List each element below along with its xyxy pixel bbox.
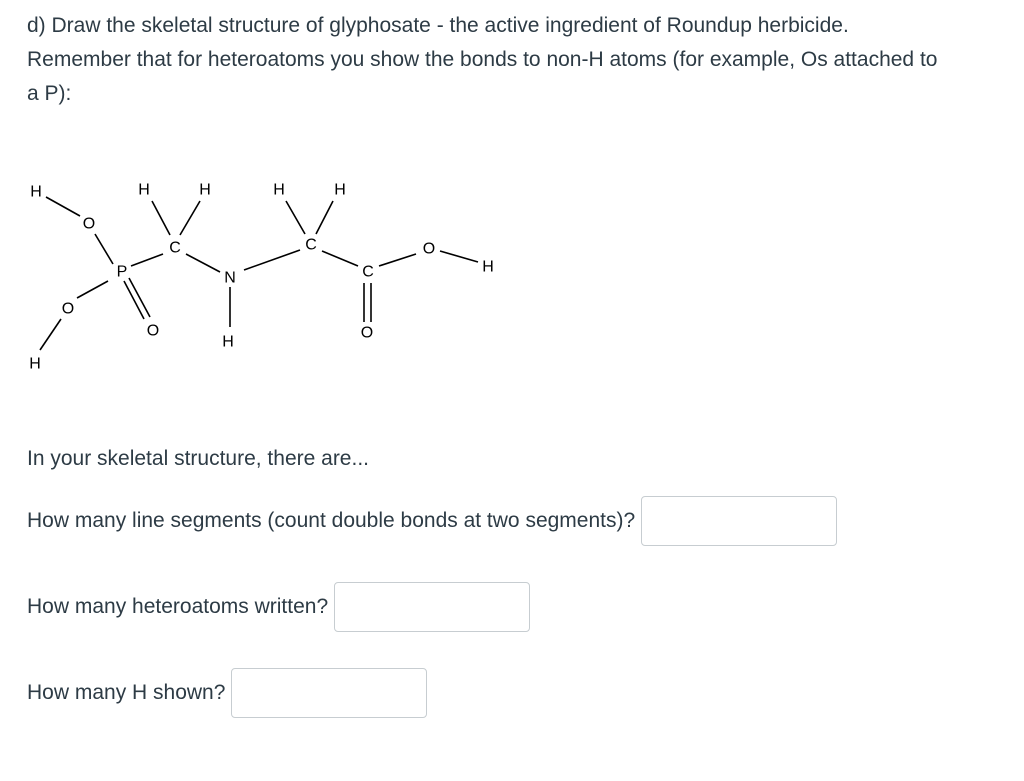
question-heteroatoms [27, 582, 530, 632]
atom-o-c3-double: O [360, 324, 374, 342]
atom-h-acid: H [482, 258, 494, 276]
atom-o-c3-single: O [422, 240, 436, 258]
atom-h-c2-left: H [273, 181, 285, 199]
bond-p-o-lower [77, 281, 108, 298]
heteroatoms-input[interactable] [334, 582, 530, 632]
heteroatoms-label: How many heteroatoms written? [27, 595, 329, 618]
atom-n: N [224, 269, 236, 287]
bond-o-h [440, 251, 478, 262]
bond-p-c1 [131, 254, 163, 266]
atom-o-upper-left: O [82, 215, 96, 233]
atom-labels [29, 182, 494, 373]
bond-n-c2 [244, 250, 300, 270]
atom-h-bottom-left: H [29, 355, 41, 373]
intro-text: In your skeletal structure, there are... [27, 447, 369, 470]
atom-o-lower-left: O [61, 300, 75, 318]
atom-h-c2-right: H [334, 181, 346, 199]
bond-c2-h-right [316, 201, 333, 234]
atom-c2: C [305, 236, 317, 254]
bond-h-o-upper [46, 197, 80, 216]
glyphosate-structure [0, 170, 560, 390]
bond-c1-h-right [180, 201, 200, 235]
bond-lines [40, 197, 478, 350]
prompt-line-1: d) Draw the skeletal structure of glyphosate - the active ingredient of Roundup herbicide. [27, 14, 849, 37]
bond-c2-h-left [286, 201, 305, 234]
question-prompt [27, 9, 1012, 111]
atom-o-p-double: O [146, 322, 160, 340]
bond-o-lower-h [40, 319, 61, 350]
atom-h-top-left: H [30, 183, 42, 201]
question-line-segments [27, 496, 837, 546]
prompt-line-3: a P): [27, 82, 72, 105]
line-segments-input[interactable] [641, 496, 837, 546]
atom-c1: C [169, 239, 181, 257]
bond-o-upper-p [95, 234, 113, 264]
atom-h-n: H [222, 333, 234, 351]
bond-c1-n [186, 254, 220, 272]
atom-h-c1-right: H [199, 181, 211, 199]
bond-c3-o-single [379, 254, 416, 266]
atom-c3: C [362, 263, 374, 281]
bond-c2-c3 [322, 251, 358, 266]
h-shown-input[interactable] [231, 668, 427, 718]
atom-h-c1-left: H [138, 181, 150, 199]
h-shown-label: How many H shown? [27, 681, 226, 704]
question-h-shown [27, 668, 427, 718]
line-segments-label: How many line segments (count double bonds at two segments)? [27, 509, 636, 532]
prompt-line-2: Remember that for heteroatoms you show the bonds to non-H atoms (for example, Os attached to [27, 48, 938, 71]
bond-c1-h-left [152, 201, 170, 235]
atom-p: P [116, 263, 128, 281]
